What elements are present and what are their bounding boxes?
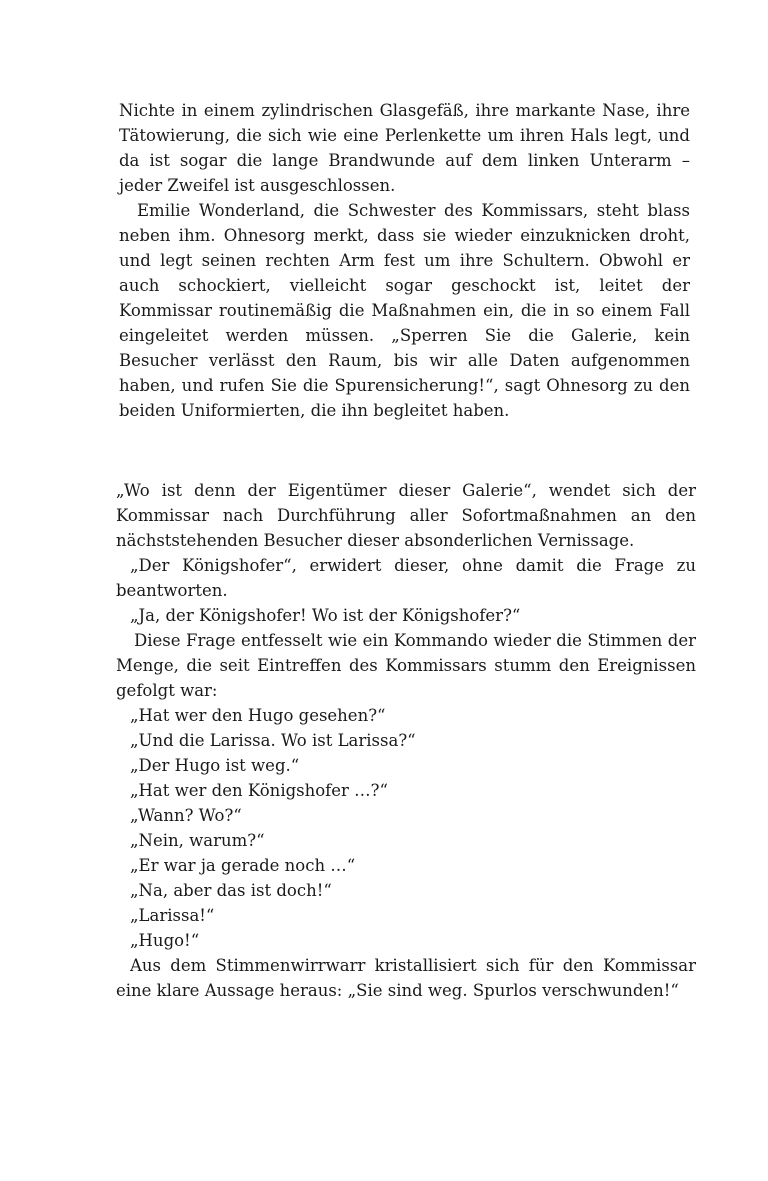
paragraph: „Der Königshofer“, erwidert dieser, ohne damit die Frage zu beantworten. <box>116 556 696 600</box>
paragraph: Nichte in einem zylindrischen Glasgefäß, ihre markante Nase, ihre Tätowierung, die sich wie eine Perlenkette um ihren Hals legt, und da ist sogar die lange Brandwunde auf dem linken Unterarm – jeder Zweifel ist ausgeschlossen. <box>119 101 690 195</box>
paragraph: Diese Frage entfesselt wie ein Kommando wieder die Stimmen der Menge, die seit Eintreffen des Kommissars stumm den Ereignissen gefolgt war: <box>116 631 696 700</box>
paragraph: „Wo ist denn der Eigentümer dieser Galerie“, wendet sich der Kommissar nach Durchführung aller Sofortmaßnahmen an den nächststehenden Besucher dieser absonderlichen Vernissage. <box>116 481 696 550</box>
voice-line: „Na, aber das ist doch!“ <box>130 881 332 900</box>
paragraph: Emilie Wonderland, die Schwester des Kommissars, steht blass neben ihm. Ohnesorg merkt, dass sie wieder einzuknicken droht, und legt seinen rechten Arm fest um ihre Schultern. Obwohl er auch schockiert, vielleicht sogar geschockt ist, leitet der Kommissar routinemäßig die Maßnahmen ein, die in so einem Fall eingeleitet werden müssen. „Sperren Sie die Galerie, kein Besucher verlässt den Raum, bis wir alle Daten aufgenommen haben, und rufen Sie die Spurensicherung!“, sagt Ohnesorg zu den beiden Uniformierten, die ihn begleitet haben. <box>119 201 690 420</box>
voice-line: „Larissa!“ <box>130 906 215 925</box>
paragraph: Aus dem Stimmenwirrwarr kristallisiert sich für den Kommissar eine klare Aussage heraus: „Sie sind weg. Spurlos verschwunden!“ <box>116 956 696 1000</box>
text-section-1 <box>119 98 690 423</box>
voice-line: „Er war ja gerade noch …“ <box>130 856 356 875</box>
voice-line: „Hugo!“ <box>130 931 200 950</box>
voice-line: „Hat wer den Hugo gesehen?“ <box>130 706 386 725</box>
text-section-2 <box>116 478 696 1003</box>
voice-line: „Und die Larissa. Wo ist Larissa?“ <box>130 731 416 750</box>
voice-line: „Nein, warum?“ <box>130 831 265 850</box>
voice-line: „Hat wer den Königshofer …?“ <box>130 781 388 800</box>
voice-line: „Der Hugo ist weg.“ <box>130 756 300 775</box>
dialog-line: „Ja, der Königshofer! Wo ist der Königshofer?“ <box>130 606 521 625</box>
voice-line: „Wann? Wo?“ <box>130 806 242 825</box>
